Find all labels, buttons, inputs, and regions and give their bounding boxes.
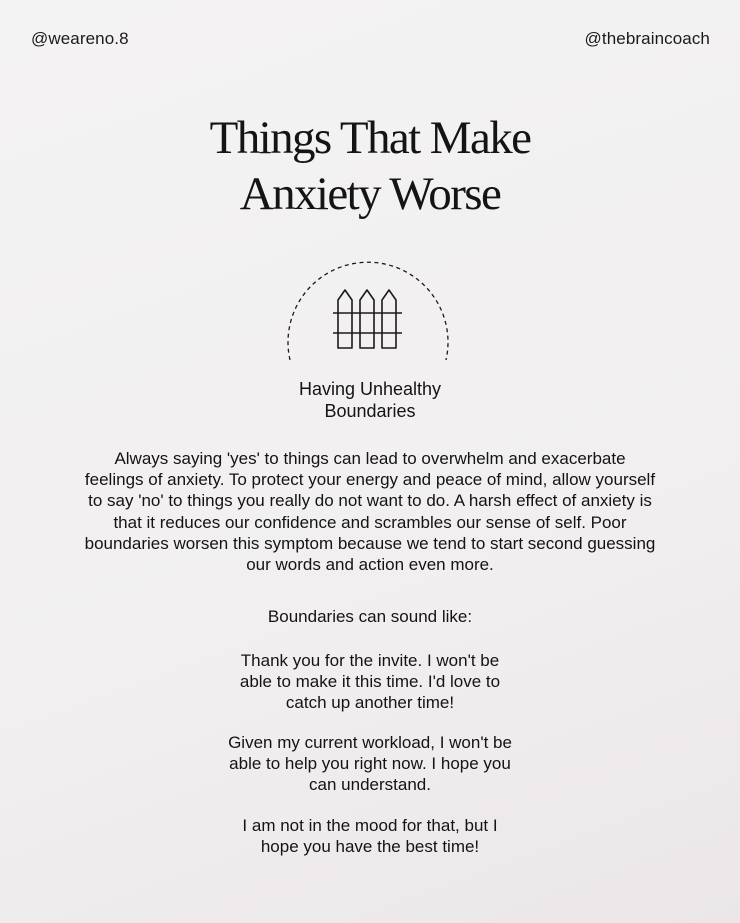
example-item bbox=[170, 650, 570, 713]
page-title bbox=[0, 110, 740, 222]
boundaries-heading: Boundaries can sound like: bbox=[267, 607, 473, 626]
emblem bbox=[278, 240, 458, 375]
example-line: Thank you for the invite. I won't be bbox=[240, 651, 500, 670]
example-line: able to make it this time. I'd love to bbox=[239, 672, 501, 691]
body-paragraph: Always saying 'yes' to things can lead to overwhelm and exacerbate feelings of anxiety. To protect your energy and peace of mind, allow yourself to say 'no' to things you really do not want to do. A harsh effect of anxiety is that it reduces our confidence and scrambles our sense of self. Poor boundaries worsen this symptom because we tend to start second guessing our words and action even more. bbox=[84, 449, 656, 575]
account-handle-right: @thebraincoach bbox=[584, 29, 710, 48]
example-line: hope you have the best time! bbox=[260, 837, 480, 856]
example-line: Given my current workload, I won't be bbox=[228, 733, 512, 752]
example-line: can understand. bbox=[309, 775, 431, 794]
title-line-2: Anxiety Worse bbox=[239, 168, 501, 220]
section-subtitle bbox=[0, 378, 740, 422]
example-item bbox=[170, 732, 570, 795]
subtitle-line-1: Having Unhealthy bbox=[298, 379, 442, 399]
example-line: I am not in the mood for that, but I bbox=[242, 816, 498, 835]
example-line: able to help you right now. I hope you bbox=[229, 754, 511, 773]
dashed-arc bbox=[278, 240, 458, 375]
subtitle-line-2: Boundaries bbox=[324, 401, 416, 421]
account-handle-left: @weareno.8 bbox=[31, 29, 129, 48]
example-line: catch up another time! bbox=[285, 693, 455, 712]
example-item bbox=[170, 815, 570, 857]
title-line-1: Things That Make bbox=[209, 112, 531, 164]
fence-icon bbox=[333, 290, 402, 348]
